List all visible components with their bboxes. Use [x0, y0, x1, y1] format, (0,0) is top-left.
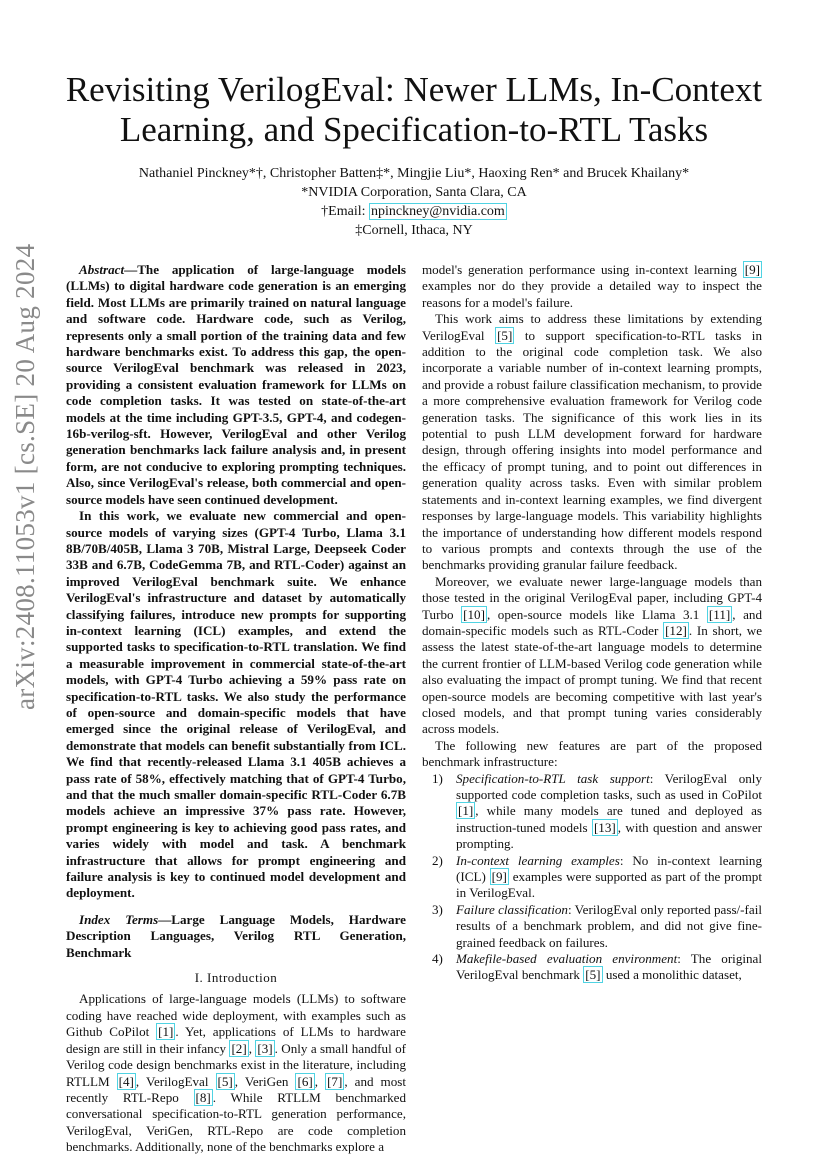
intro-paragraph-1: Applications of large-language models (LLMs) to software coding have reached wide deployment, with examples such as Github CoPilot [1] . Yet, applications of LLMs to hardware design are still in their infancy [2] , [3] . Only a small handful of Verilog code design benchmarks exist in the literature, including RTLLM [4] , VerilogEval [5] , VeriGen [6] , [7] , and most recently RTL-Repo [8] . While RTLLM benchmarked conversational specification-to-RTL generation performance, VerilogEval, VeriGen, RTL-Repo are code completion benchmarks. Additionally, none of the benchmarks explore a — [66, 991, 407, 1155]
index-terms: Index Terms—Large Language Models, Hardware Description Languages, Verilog RTL Generation, Benchmark — [66, 911, 406, 960]
feature-number: 3) — [432, 901, 443, 917]
affiliation-nvidia: *NVIDIA Corporation, Santa Clara, CA — [301, 185, 527, 200]
citation-link[interactable]: [5] — [585, 967, 601, 983]
feature-number: 4) — [432, 951, 443, 967]
feature-item: 4) Makefile-based evaluation environment: The original VerilogEval benchmark [5] used a monolithic dataset, — [432, 951, 762, 983]
citation-link[interactable]: [12] — [665, 622, 687, 638]
left-column — [66, 262, 406, 1156]
right-paragraph-2: Moreover, we evaluate newer large-language models than those tested in the original VerilogEval paper, including GPT-4 Turbo [10] , open-source models like Llama 3.1 [11] , and domain-specific models such as RTL-Coder [12] . In short, we assess the latest state-of-the-art language models to determine the current frontier of LLM-based Verilog code generation while also evaluating the impact of prompt tuning. We find that recent open-source models are becoming competitive with last year's closed models, and that prompt tuning varies considerably across models. — [422, 573, 763, 737]
right-column — [422, 262, 762, 984]
right-paragraph-0: model's generation performance using in-context learning [9] examples nor do they provide a detailed way to inspect the reasons for a model's failure. — [422, 262, 762, 310]
citation-link[interactable]: [11] — [708, 606, 731, 622]
arxiv-identifier: arXiv:2408.11053v1 [cs.SE] 20 Aug 2024 — [10, 243, 40, 710]
index-terms-label: Index Terms — [79, 911, 159, 927]
email-link[interactable]: npinckney@nvidia.com — [371, 204, 505, 219]
citation-link[interactable]: [1] — [158, 1024, 174, 1040]
citation-link[interactable]: [9] — [744, 262, 760, 277]
feature-number: 1) — [432, 770, 443, 786]
citation-link[interactable]: [1] — [458, 803, 474, 819]
right-paragraph-1: This work aims to address these limitations by extending VerilogEval [5] to support specification-to-RTL tasks in addition to the original code completion task. We also incorporate a variable number of in-context learning prompts, and provide a robust failure classification mechanism, to provide a more comprehensive evaluation framework for Verilog code generation tasks. The significance of this work lies in its potential to push LLM development forward for hardware design, through offering insights into model performance and the efficacy of prompt tuning, and to point out differences in generation quality across tasks. Even with similar problem statements and in-context learning examples, we find divergent responses by large-language models. This variability highlights the importance of understanding how different models respond to various prompts and contexts through the use of the benchmarks providing granular failure feedback. — [422, 311, 762, 573]
citation-link[interactable]: [10] — [463, 606, 485, 622]
abstract-label: Abstract — [79, 262, 125, 277]
feature-title: Specification-to-RTL task support — [456, 770, 650, 786]
author-list: Nathaniel Pinckney*†, Christopher Batten‡*, Mingjie Liu*, Haoxing Ren* and Brucek Khailany* — [138, 166, 690, 181]
affiliation-cornell: ‡Cornell, Ithaca, NY — [355, 223, 473, 238]
feature-item: 2) In-context learning examples: No in-context learning (ICL) [9] examples were supported as part of the prompt in VerilogEval. — [432, 852, 762, 901]
feature-item: 3) Failure classification: VerilogEval only reported pass/-fail results of a benchmark problem, and did not give fine-grained feedback on failures. — [432, 901, 762, 950]
citation-link[interactable]: [4] — [118, 1073, 134, 1089]
feature-number: 2) — [432, 852, 443, 868]
author-block — [60, 164, 768, 240]
feature-title: In-context learning examples — [456, 852, 620, 868]
citation-link[interactable]: [5] — [217, 1073, 233, 1089]
email-prefix: †Email: — [321, 204, 369, 219]
citation-link[interactable]: [9] — [491, 869, 507, 885]
feature-title: Makefile-based evaluation environment — [456, 951, 678, 967]
citation-link[interactable]: [13] — [593, 819, 616, 835]
feature-item: 1) Specification-to-RTL task support: VerilogEval only supported code completion tasks, such as used in CoPilot [1] , while many models are tuned and deployed as instruction-tuned models [13] , with question and answer prompting. — [432, 770, 762, 852]
abstract-paragraph-1: Abstract—The application of large-language models (LLMs) to digital hardware code generation is an emerging field. Most LLMs are primarily trained on natural language and software code. Hardware code, such as Verilog, represents only a small portion of the training data and few hardware benchmarks exist. To address this gap, the open-source VerilogEval benchmark was released in 2023, providing a consistent evaluation framework for LLMs on code completion tasks. It was tested on state-of-the-art models at the time including GPT-3.5, GPT-4, and codegen-16b-verilog-sft. However, VerilogEval and other Verilog generation benchmarks lack failure analysis and, in present form, are not conducive to exploring prompting techniques. Also, since VerilogEval's release, both commercial and open-source models have seen continued development. — [66, 262, 406, 507]
abstract-paragraph-2: In this work, we evaluate new commercial and open-source models of varying sizes (GPT-4 Turbo, Llama 3.1 8B/70B/405B, Llama 3 70B, Mistral Large, Deepseek Coder 33B and 6.7B, CodeGemma 7B, and RTL-Coder) against an improved VerilogEval benchmark suite. We enhance VerilogEval's infrastructure and dataset by automatically classifying failures, introduce new prompts for supporting in-context learning (ICL) examples, and extend the supported tasks to specification-to-RTL translation. We find a measurable improvement in commercial state-of-the-art models, with GPT-4 Turbo achieving a 59% pass rate on specification-to-RTL tasks. We also study the performance of open-source and domain-specific models that have emerged since the original release of VerilogEval, and demonstrate that models can benefit substantially from ICL. We find that recently-released Llama 3.1 405B achieves a pass rate of 58%, effectively matching that of GPT-4 Turbo, and that the much smaller domain-specific RTL-Coder 6.7B models achieve an impressive 37% pass rate. However, prompt engineering is key to achieving good pass rates, and varies widely with model and task. A benchmark infrastructure that allows for prompt engineering and failure analysis is key to continued model development and deployment. — [66, 508, 406, 901]
email-line — [60, 202, 768, 221]
citation-link[interactable]: [7] — [327, 1073, 343, 1089]
right-paragraph-3: The following new features are part of the proposed benchmark infrastructure: — [422, 737, 762, 770]
citation-link[interactable]: [2] — [231, 1040, 247, 1056]
citation-link[interactable]: [5] — [497, 327, 513, 343]
citation-link[interactable]: [6] — [297, 1073, 313, 1089]
section-heading-introduction: I. Introduction — [194, 970, 278, 986]
citation-link[interactable]: [8] — [195, 1089, 211, 1105]
paper-title: Revisiting VerilogEval: Newer LLMs, In-Context Learning, and Specification-to-RTL Tasks — [65, 70, 763, 149]
feature-title: Failure classification — [456, 901, 568, 917]
citation-link[interactable]: [3] — [257, 1040, 273, 1056]
